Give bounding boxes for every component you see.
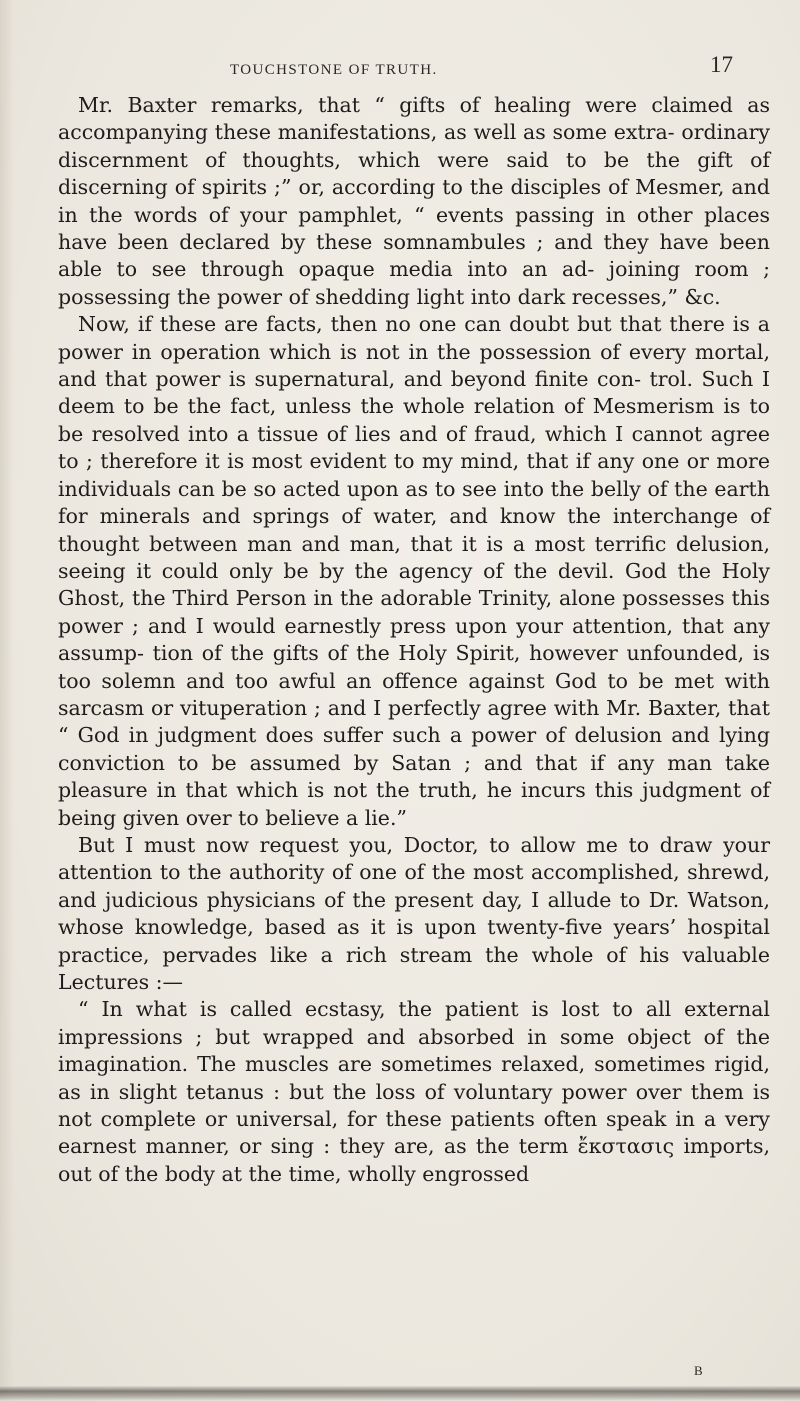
gutter-shadow [0,0,14,1401]
paragraph: Now, if these are facts, then no one can doubt but that there is a power in operation which is not in the possession of every mortal, and that power is supernatural, and beyond finite con- trol. Such I deem to be the fact, unless the whole relation of Mesmerism is to be resolved into a tissue of lies and of fraud, which I cannot agree to ; therefore it is most evident to my mind, that if any one or more individuals can be so acted upon as to see into the belly of the earth for minerals and springs of water, and know the interchange of thought between man and man, that it is a most terrific delusion, seeing it could only be by the agency of the devil. God the Holy Ghost, the Third Person in the adorable Trinity, alone possesses this power ; and I would earnestly press upon your attention, that any assump- tion of the gifts of the Holy Spirit, however unfounded, is too solemn and too awful an offence against God to be met with sarcasm or vituperation ; and I perfectly agree with Mr. Baxter, that “ God in judgment does suffer such a power of delusion and lying conviction to be assumed by Satan ; and that if any man take pleasure in that which is not the truth, he incurs this judgment of being given over to believe a lie.” [58,312,770,830]
body-text [58,92,770,1188]
page-number: 17 [710,52,733,77]
paragraph: Mr. Baxter remarks, that “ gifts of healing were claimed as accompanying these manifestations, as well as some extra- ordinary discernment of thoughts, which were said to be the gift of discerning of spirits ;” or, according to the disciples of Mesmer, and in the words of your pamphlet, “ events passing in other places have been declared by these somnambules ; and they have been able to see through opaque media into an ad- joining room ; possessing the power of shedding light into dark recesses,” &c. [58,93,770,309]
running-head: TOUCHSTONE OF TRUTH. [230,62,438,78]
page-bottom-edge [0,1386,800,1401]
paragraph: But I must now request you, Doctor, to allow me to draw your attention to the authority of one of the most accomplished, shrewd, and judicious physicians of the present day, I allude to Dr. Watson, whose knowledge, based as it is upon twenty-five years’ hospital practice, pervades like a rich stream the whole of his valuable Lectures :— [58,832,770,994]
quotation-paragraph: “ In what is called ecstasy, the patient is lost to all external impressions ; but wrapped and absorbed in some object of the imagination. The muscles are sometimes relaxed, sometimes rigid, as in slight tetanus : but the loss of voluntary power over them is not complete or universal, for these patients often speak in a very earnest manner, or sing : they are, as the term ἔκστασις imports, out of the body at the time, wholly engrossed [58,997,770,1186]
signature-mark: B [694,1363,703,1378]
page-header [0,48,800,76]
